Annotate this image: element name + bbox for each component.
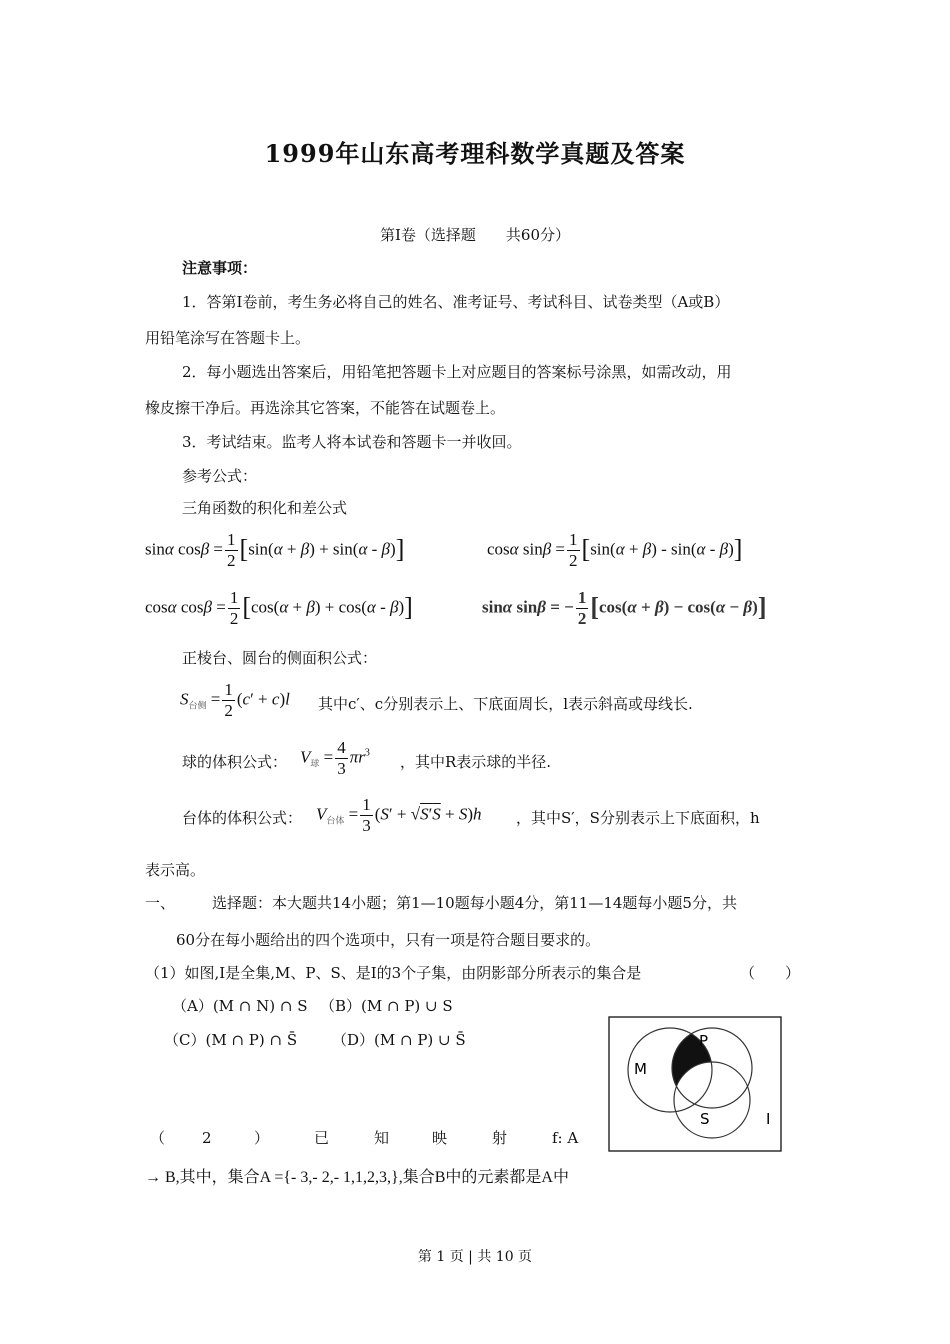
formula-lateral-area: $S_{台侧}$ = $\frac{1}{2}$ (c′ + c)l	[180, 680, 290, 720]
lateral-description: 其中c′、c分别表示上、下底面周长，l表示斜高或母线长.	[318, 695, 693, 713]
q2-char-3: 已	[314, 1129, 330, 1147]
q2-char-1: 2	[202, 1129, 212, 1147]
question-1-option-a: （A）(M ∩ N) ∩ S	[172, 997, 308, 1015]
q2-char-7: f: A	[552, 1129, 579, 1147]
question-1-option-b: （B）(M ∩ P) ∪ S	[320, 997, 453, 1015]
q2-char-5: 映	[432, 1129, 448, 1147]
frustum-label: 台体的体积公式：	[182, 809, 303, 827]
page-title: 1999年山东高考理科数学真题及答案	[264, 139, 686, 168]
lateral-heading: 正棱台、圆台的侧面积公式：	[182, 649, 378, 667]
question-1-stem: （1）如图,Ⅰ是全集,M、P、S、是Ⅰ的3个子集，由阴影部分所表示的集合是	[145, 964, 642, 982]
page-footer: 第 1 页 | 共 10 页	[417, 1249, 533, 1265]
note-1-line-2: 用铅笔涂写在答题卡上。	[145, 329, 311, 347]
notes-heading: 注意事项：	[182, 259, 258, 277]
section-title: 第Ⅰ卷（选择题 共60分）	[379, 226, 570, 244]
question-1-option-c: （C）(M ∩ P) ∩ S̄	[164, 1031, 298, 1049]
section-1-number: 一、	[145, 894, 176, 912]
sphere-label: 球的体积公式：	[182, 753, 288, 771]
sphere-description: ，其中R表示球的半径.	[400, 753, 552, 771]
q2-char-4: 知	[374, 1129, 390, 1147]
frustum-description: ，其中S′，S分别表示上下底面积，h	[516, 809, 760, 827]
formula-cos-sin: cosα sinβ = $\frac{1}{2}$ [sin(α + β) - sin(α - β)]	[487, 530, 743, 570]
note-2-line-1: 2．每小题选出答案后，用铅笔把答题卡上对应题目的答案标号涂黑，如需改动，用	[182, 363, 732, 381]
formula-sin-cos: sinα cosβ = $\frac{1}{2}$ [sin(α + β) + sin(α - β)]	[145, 530, 405, 570]
note-1-line-1: 1．答第Ⅰ卷前，考生务必将自己的姓名、准考证号、考试科目、试卷类型（A或B）	[182, 293, 730, 311]
venn-diagram	[608, 1016, 782, 1152]
label-m: M	[634, 1060, 647, 1078]
section-1-line-1: 选择题：本大题共14小题；第1—10题每小题4分，第11—14题每小题5分，共	[212, 894, 737, 912]
q2-char-0: （	[150, 1129, 166, 1147]
formula-cos-cos: cosα cosβ = $\frac{1}{2}$ [cos(α + β) + cos(α - β)]	[145, 588, 413, 628]
question-2-line-2: → B,其中，集合A ={- 3,- 2,- 1,1,2,3,},集合B中的元素都是A中	[145, 1169, 569, 1186]
note-2-line-2: 橡皮擦干净后。再选涂其它答案，不能答在试题卷上。	[145, 399, 506, 417]
q2-char-6: 射	[492, 1129, 508, 1147]
reference-heading: 参考公式：	[182, 467, 258, 485]
label-i: I	[766, 1110, 771, 1128]
question-1-option-d: （D）(M ∩ P) ∪ S̄	[332, 1031, 466, 1049]
question-1-answer-paren: （ ）	[740, 964, 801, 982]
trig-heading: 三角函数的积化和差公式	[182, 499, 348, 517]
q2-char-2: ）	[254, 1129, 270, 1147]
formula-frustum-volume: $V_{台体}$ = $\frac{1}{3}$ (S′ + √S′S + S)h	[316, 795, 482, 835]
frustum-continuation: 表示高。	[145, 861, 206, 879]
formula-sphere-volume: $V_球$ = $\frac{4}{3}$ $\pi r^3$	[300, 738, 370, 778]
section-1-line-2: 60分在每小题给出的四个选项中，只有一项是符合题目要求的。	[176, 931, 601, 949]
label-s: S	[700, 1110, 710, 1128]
note-3: 3．考试结束。监考人将本试卷和答题卡一并收回。	[182, 433, 522, 451]
formula-sin-sin: sinα sinβ = − $\frac{1}{2}$ [cos(α + β) − cos(α − β)]	[482, 588, 767, 628]
label-p: P	[699, 1032, 709, 1050]
